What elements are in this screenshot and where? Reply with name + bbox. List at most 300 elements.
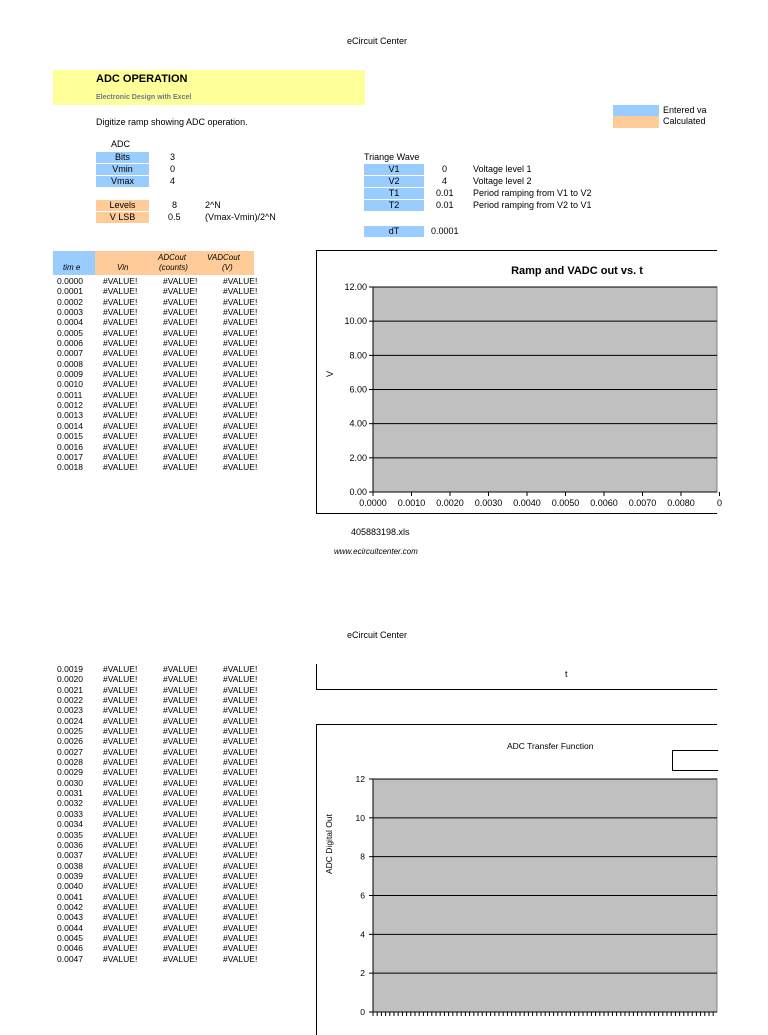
vadcout-cell: #VALUE! xyxy=(223,296,258,307)
y-tick-label: 8 xyxy=(360,851,365,862)
data-table-page1 xyxy=(57,276,277,473)
table-row xyxy=(57,369,277,379)
vmin-label: Vmin xyxy=(96,164,149,175)
table-row xyxy=(57,276,277,286)
vadcout-cell: #VALUE! xyxy=(223,358,258,369)
vin-cell: #VALUE! xyxy=(103,808,138,819)
adcout-header-bottom: (counts) xyxy=(159,263,188,272)
adcout-cell: #VALUE! xyxy=(163,695,198,706)
adcout-cell: #VALUE! xyxy=(163,327,198,338)
vin-cell: #VALUE! xyxy=(103,327,138,338)
adcout-cell: #VALUE! xyxy=(163,705,198,716)
x-tick-label: 0.0000 xyxy=(359,498,387,508)
time-cell: 0.0018 xyxy=(57,462,83,473)
vadcout-cell: #VALUE! xyxy=(223,870,258,881)
adc-heading: ADC xyxy=(111,139,131,149)
adcout-cell: #VALUE! xyxy=(163,338,198,349)
time-cell: 0.0008 xyxy=(57,358,83,369)
vin-cell: #VALUE! xyxy=(103,705,138,716)
vadcout-cell: #VALUE! xyxy=(223,715,258,726)
vadcout-cell: #VALUE! xyxy=(223,664,258,674)
table-row xyxy=(57,685,277,695)
vin-cell: #VALUE! xyxy=(103,400,138,411)
vin-cell: #VALUE! xyxy=(103,451,138,462)
vin-cell: #VALUE! xyxy=(103,684,138,695)
adcout-cell: #VALUE! xyxy=(163,379,198,390)
vin-cell: #VALUE! xyxy=(103,746,138,757)
adcout-cell: #VALUE! xyxy=(163,757,198,768)
vin-cell: #VALUE! xyxy=(103,850,138,861)
dt-label: dT xyxy=(364,226,424,237)
ramp-chart-plot xyxy=(317,251,723,513)
y-tick-label: 4 xyxy=(360,929,365,940)
vadcout-cell: #VALUE! xyxy=(223,726,258,737)
table-row xyxy=(57,943,277,953)
vin-cell: #VALUE! xyxy=(103,932,138,943)
table-row xyxy=(57,317,277,327)
time-cell: 0.0036 xyxy=(57,839,83,850)
y-tick-label: 10 xyxy=(355,812,365,823)
table-row xyxy=(57,767,277,777)
table-row xyxy=(57,912,277,922)
adcout-cell: #VALUE! xyxy=(163,451,198,462)
time-cell: 0.0033 xyxy=(57,808,83,819)
x-tick-label: 0.0010 xyxy=(397,498,426,508)
vin-cell: #VALUE! xyxy=(103,379,138,390)
adcout-cell: #VALUE! xyxy=(163,431,198,442)
vin-cell: #VALUE! xyxy=(103,912,138,923)
time-cell: 0.0003 xyxy=(57,307,83,318)
time-header-cell xyxy=(53,251,95,275)
vin-cell: #VALUE! xyxy=(103,462,138,473)
v2-value[interactable]: 4 xyxy=(442,176,448,186)
vin-cell: #VALUE! xyxy=(103,726,138,737)
y-tick-label: 0 xyxy=(360,1007,365,1017)
calculated-color-swatch xyxy=(613,116,659,128)
vin-cell: #VALUE! xyxy=(103,777,138,788)
time-cell: 0.0034 xyxy=(57,819,83,830)
ramp-chart-xlabel: t xyxy=(565,669,568,679)
time-cell: 0.0046 xyxy=(57,943,83,954)
adcout-cell: #VALUE! xyxy=(163,348,198,359)
vadcout-cell: #VALUE! xyxy=(223,348,258,359)
table-row xyxy=(57,695,277,705)
table-row xyxy=(57,954,277,964)
levels-value: 8 xyxy=(172,200,178,210)
table-row xyxy=(57,328,277,338)
vin-cell: #VALUE! xyxy=(103,358,138,369)
adcout-cell: #VALUE! xyxy=(163,462,198,473)
adcout-cell: #VALUE! xyxy=(163,664,198,674)
time-cell: 0.0000 xyxy=(57,276,83,286)
vadcout-cell: #VALUE! xyxy=(223,788,258,799)
vin-cell: #VALUE! xyxy=(103,819,138,830)
adcout-cell: #VALUE! xyxy=(163,808,198,819)
vadcout-cell: #VALUE! xyxy=(223,953,258,964)
sheet-subtitle: Electronic Design with Excel xyxy=(96,94,192,101)
adcout-cell: #VALUE! xyxy=(163,901,198,912)
adcout-cell: #VALUE! xyxy=(163,296,198,307)
adcout-cell: #VALUE! xyxy=(163,819,198,830)
time-cell: 0.0028 xyxy=(57,757,83,768)
vlsb-value: 0.5 xyxy=(168,212,181,222)
time-cell: 0.0040 xyxy=(57,881,83,892)
bits-value[interactable]: 3 xyxy=(170,152,176,162)
x-tick-label: 0.0050 xyxy=(551,498,580,508)
table-row xyxy=(57,881,277,891)
table-row xyxy=(57,892,277,902)
time-header: tim e xyxy=(63,263,81,272)
vin-cell: #VALUE! xyxy=(103,674,138,685)
vadcout-cell: #VALUE! xyxy=(223,798,258,809)
vmax-label: Vmax xyxy=(96,176,149,187)
time-cell: 0.0006 xyxy=(57,338,83,349)
vadcout-cell: #VALUE! xyxy=(223,695,258,706)
y-tick-label: 12.00 xyxy=(344,282,367,292)
vadcout-cell: #VALUE! xyxy=(223,767,258,778)
page-header: eCircuit Center xyxy=(347,36,408,46)
time-cell: 0.0010 xyxy=(57,379,83,390)
transfer-chart xyxy=(316,724,717,1035)
adcout-cell: #VALUE! xyxy=(163,276,198,286)
t1-description: Period ramping from V1 to V2 xyxy=(473,188,592,198)
entered-legend-label: Entered va xyxy=(663,105,707,115)
sheet-title: ADC OPERATION xyxy=(96,73,188,85)
adcout-header-top: ADCout xyxy=(158,253,187,262)
table-row xyxy=(57,788,277,798)
vin-cell: #VALUE! xyxy=(103,317,138,328)
vadcout-header-bottom: (V) xyxy=(222,263,233,272)
table-row xyxy=(57,850,277,860)
vin-cell: #VALUE! xyxy=(103,695,138,706)
v1-description: Voltage level 1 xyxy=(473,164,532,174)
vin-cell: #VALUE! xyxy=(103,953,138,964)
adcout-cell: #VALUE! xyxy=(163,798,198,809)
vin-cell: #VALUE! xyxy=(103,420,138,431)
adcout-cell: #VALUE! xyxy=(163,369,198,380)
vin-cell: #VALUE! xyxy=(103,369,138,380)
time-cell: 0.0014 xyxy=(57,420,83,431)
description-text: Digitize ramp showing ADC operation. xyxy=(96,117,248,127)
vin-cell: #VALUE! xyxy=(103,307,138,318)
time-cell: 0.0043 xyxy=(57,912,83,923)
y-tick-label: 0.00 xyxy=(349,487,367,497)
table-row xyxy=(57,359,277,369)
vadcout-cell: #VALUE! xyxy=(223,829,258,840)
adcout-cell: #VALUE! xyxy=(163,684,198,695)
table-row xyxy=(57,307,277,317)
table-row xyxy=(57,390,277,400)
t1-value[interactable]: 0.01 xyxy=(436,188,454,198)
adcout-cell: #VALUE! xyxy=(163,881,198,892)
vadcout-cell: #VALUE! xyxy=(223,839,258,850)
vin-cell: #VALUE! xyxy=(103,829,138,840)
time-cell: 0.0001 xyxy=(57,286,83,297)
vin-cell: #VALUE! xyxy=(103,338,138,349)
time-cell: 0.0016 xyxy=(57,441,83,452)
dt-value[interactable]: 0.0001 xyxy=(431,226,459,236)
vin-cell: #VALUE! xyxy=(103,870,138,881)
time-cell: 0.0025 xyxy=(57,726,83,737)
vadcout-cell: #VALUE! xyxy=(223,307,258,318)
time-cell: 0.0019 xyxy=(57,664,83,674)
vadcout-cell: #VALUE! xyxy=(223,891,258,902)
adcout-cell: #VALUE! xyxy=(163,788,198,799)
time-cell: 0.0029 xyxy=(57,767,83,778)
table-row xyxy=(57,338,277,348)
vadcout-cell: #VALUE! xyxy=(223,932,258,943)
adcout-cell: #VALUE! xyxy=(163,441,198,452)
time-cell: 0.0015 xyxy=(57,431,83,442)
vadcout-cell: #VALUE! xyxy=(223,462,258,473)
time-cell: 0.0011 xyxy=(57,389,83,400)
y-tick-label: 2.00 xyxy=(349,452,367,463)
t2-label: T2 xyxy=(364,200,424,211)
vadcout-cell: #VALUE! xyxy=(223,901,258,912)
y-tick-label: 8.00 xyxy=(349,350,367,361)
adcout-cell: #VALUE! xyxy=(163,777,198,788)
x-tick-label: 0.0020 xyxy=(436,498,464,508)
adcout-cell: #VALUE! xyxy=(163,829,198,840)
vadcout-cell: #VALUE! xyxy=(223,327,258,338)
table-row xyxy=(57,421,277,431)
vin-cell: #VALUE! xyxy=(103,664,138,674)
time-cell: 0.0041 xyxy=(57,891,83,902)
vadcout-cell: #VALUE! xyxy=(223,420,258,431)
x-tick-label: 0.0040 xyxy=(513,498,541,508)
time-cell: 0.0047 xyxy=(57,953,83,964)
vadcout-cell: #VALUE! xyxy=(223,943,258,954)
table-row xyxy=(57,664,277,674)
adcout-cell: #VALUE! xyxy=(163,891,198,902)
vin-cell: #VALUE! xyxy=(103,788,138,799)
time-cell: 0.0023 xyxy=(57,705,83,716)
time-cell: 0.0004 xyxy=(57,317,83,328)
table-row xyxy=(57,902,277,912)
vlsb-formula: (Vmax-Vmin)/2^N xyxy=(205,212,276,222)
adcout-cell: #VALUE! xyxy=(163,932,198,943)
vin-cell: #VALUE! xyxy=(103,922,138,933)
adcout-cell: #VALUE! xyxy=(163,400,198,411)
transfer-chart-plot xyxy=(317,725,717,1035)
table-row xyxy=(57,871,277,881)
time-cell: 0.0037 xyxy=(57,850,83,861)
vadcout-cell: #VALUE! xyxy=(223,276,258,286)
time-cell: 0.0026 xyxy=(57,736,83,747)
table-row xyxy=(57,830,277,840)
transfer-chart-title: ADC Transfer Function xyxy=(507,741,594,751)
vadcout-cell: #VALUE! xyxy=(223,850,258,861)
time-cell: 0.0024 xyxy=(57,715,83,726)
time-cell: 0.0039 xyxy=(57,870,83,881)
data-table-page2 xyxy=(57,664,277,964)
vin-cell: #VALUE! xyxy=(103,891,138,902)
adcout-cell: #VALUE! xyxy=(163,317,198,328)
adcout-cell: #VALUE! xyxy=(163,286,198,297)
vadcout-cell: #VALUE! xyxy=(223,757,258,768)
vadcout-cell: #VALUE! xyxy=(223,674,258,685)
y-tick-label: 4.00 xyxy=(349,418,367,429)
adcout-cell: #VALUE! xyxy=(163,307,198,318)
table-row xyxy=(57,442,277,452)
vin-cell: #VALUE! xyxy=(103,767,138,778)
adcout-cell: #VALUE! xyxy=(163,860,198,871)
vin-cell: #VALUE! xyxy=(103,715,138,726)
adcout-cell: #VALUE! xyxy=(163,839,198,850)
time-cell: 0.0035 xyxy=(57,829,83,840)
adcout-cell: #VALUE! xyxy=(163,746,198,757)
time-cell: 0.0032 xyxy=(57,798,83,809)
table-row xyxy=(57,726,277,736)
vin-cell: #VALUE! xyxy=(103,901,138,912)
y-tick-label: 2 xyxy=(360,968,365,979)
time-cell: 0.0022 xyxy=(57,695,83,706)
vin-cell: #VALUE! xyxy=(103,943,138,954)
table-row xyxy=(57,452,277,462)
adcout-cell: #VALUE! xyxy=(163,922,198,933)
adcout-cell: #VALUE! xyxy=(163,736,198,747)
table-row xyxy=(57,778,277,788)
adcout-cell: #VALUE! xyxy=(163,943,198,954)
footer-url[interactable]: www.ecircuitcenter.com xyxy=(334,547,418,556)
t2-value[interactable]: 0.01 xyxy=(436,200,454,210)
adcout-cell: #VALUE! xyxy=(163,358,198,369)
time-cell: 0.0027 xyxy=(57,746,83,757)
vadcout-cell: #VALUE! xyxy=(223,912,258,923)
time-cell: 0.0005 xyxy=(57,327,83,338)
entered-color-swatch xyxy=(613,105,659,116)
vadcout-cell: #VALUE! xyxy=(223,369,258,380)
vadcout-cell: #VALUE! xyxy=(223,441,258,452)
adcout-cell: #VALUE! xyxy=(163,715,198,726)
vlsb-label: V LSB xyxy=(96,212,149,223)
vadcout-cell: #VALUE! xyxy=(223,410,258,421)
ramp-chart-continued xyxy=(316,664,717,690)
vadcout-cell: #VALUE! xyxy=(223,389,258,400)
vin-cell: #VALUE! xyxy=(103,839,138,850)
vin-cell: #VALUE! xyxy=(103,348,138,359)
y-tick-label: 6.00 xyxy=(349,384,367,395)
time-cell: 0.0012 xyxy=(57,400,83,411)
vadcout-cell: #VALUE! xyxy=(223,777,258,788)
adcout-cell: #VALUE! xyxy=(163,953,198,964)
vadcout-cell: #VALUE! xyxy=(223,819,258,830)
vadcout-cell: #VALUE! xyxy=(223,684,258,695)
time-cell: 0.0007 xyxy=(57,348,83,359)
vadcout-cell: #VALUE! xyxy=(223,705,258,716)
triangle-heading: Triange Wave xyxy=(364,152,420,162)
table-row xyxy=(57,933,277,943)
adcout-cell: #VALUE! xyxy=(163,850,198,861)
table-row xyxy=(57,747,277,757)
transfer-chart-ylabel: ADC Digital Out xyxy=(324,814,334,874)
x-tick-label: 0.0080 xyxy=(667,498,695,508)
v1-value[interactable]: 0 xyxy=(442,164,448,174)
time-cell: 0.0031 xyxy=(57,788,83,799)
calc-header-cell xyxy=(95,251,254,275)
ramp-chart-ylabel: V xyxy=(325,370,336,378)
y-tick-label: 10.00 xyxy=(344,316,367,327)
time-cell: 0.0038 xyxy=(57,860,83,871)
vadcout-cell: #VALUE! xyxy=(223,860,258,871)
vadcout-cell: #VALUE! xyxy=(223,881,258,892)
ramp-chart xyxy=(316,250,723,514)
vmin-value[interactable]: 0 xyxy=(170,164,176,174)
vadcout-cell: #VALUE! xyxy=(223,736,258,747)
vadcout-cell: #VALUE! xyxy=(223,431,258,442)
footer-filename: 405883198.xls xyxy=(351,527,410,537)
time-cell: 0.0013 xyxy=(57,410,83,421)
table-row xyxy=(57,861,277,871)
vmax-value[interactable]: 4 xyxy=(170,176,176,186)
table-row xyxy=(57,410,277,420)
time-cell: 0.0042 xyxy=(57,901,83,912)
vin-cell: #VALUE! xyxy=(103,757,138,768)
vadcout-header-top: VADCout xyxy=(207,253,240,262)
table-row xyxy=(57,923,277,933)
vin-cell: #VALUE! xyxy=(103,286,138,297)
v2-description: Voltage level 2 xyxy=(473,176,532,186)
t2-description: Period ramping from V2 to V1 xyxy=(473,200,592,210)
adcout-cell: #VALUE! xyxy=(163,420,198,431)
vadcout-cell: #VALUE! xyxy=(223,922,258,933)
table-row xyxy=(57,348,277,358)
vin-cell: #VALUE! xyxy=(103,296,138,307)
x-tick-label: 0 xyxy=(716,498,723,508)
vadcout-cell: #VALUE! xyxy=(223,379,258,390)
calculated-legend-label: Calculated xyxy=(663,116,706,126)
table-row xyxy=(57,379,277,389)
vadcout-cell: #VALUE! xyxy=(223,317,258,328)
time-cell: 0.0030 xyxy=(57,777,83,788)
adcout-cell: #VALUE! xyxy=(163,912,198,923)
time-cell: 0.0021 xyxy=(57,684,83,695)
x-tick-label: 0.0030 xyxy=(474,498,503,508)
table-row xyxy=(57,757,277,767)
time-cell: 0.0017 xyxy=(57,451,83,462)
vadcout-cell: #VALUE! xyxy=(223,808,258,819)
y-tick-label: 6 xyxy=(360,890,365,901)
levels-formula: 2^N xyxy=(205,200,221,210)
levels-label: Levels xyxy=(96,200,149,211)
time-cell: 0.0002 xyxy=(57,296,83,307)
vadcout-cell: #VALUE! xyxy=(223,286,258,297)
table-row xyxy=(57,462,277,472)
table-row xyxy=(57,798,277,808)
table-row xyxy=(57,819,277,829)
adcout-cell: #VALUE! xyxy=(163,389,198,400)
vin-cell: #VALUE! xyxy=(103,860,138,871)
title-block xyxy=(53,70,365,105)
vin-header: Vin xyxy=(117,263,129,272)
vin-cell: #VALUE! xyxy=(103,441,138,452)
adcout-cell: #VALUE! xyxy=(163,726,198,737)
adcout-cell: #VALUE! xyxy=(163,767,198,778)
page2-header: eCircuit Center xyxy=(347,630,408,640)
time-cell: 0.0020 xyxy=(57,674,83,685)
table-row xyxy=(57,431,277,441)
vin-cell: #VALUE! xyxy=(103,736,138,747)
adcout-cell: #VALUE! xyxy=(163,674,198,685)
vin-cell: #VALUE! xyxy=(103,798,138,809)
vadcout-cell: #VALUE! xyxy=(223,451,258,462)
table-row xyxy=(57,297,277,307)
vadcout-cell: #VALUE! xyxy=(223,338,258,349)
table-row xyxy=(57,716,277,726)
time-cell: 0.0009 xyxy=(57,369,83,380)
adcout-cell: #VALUE! xyxy=(163,410,198,421)
bits-label: Bits xyxy=(96,152,149,163)
